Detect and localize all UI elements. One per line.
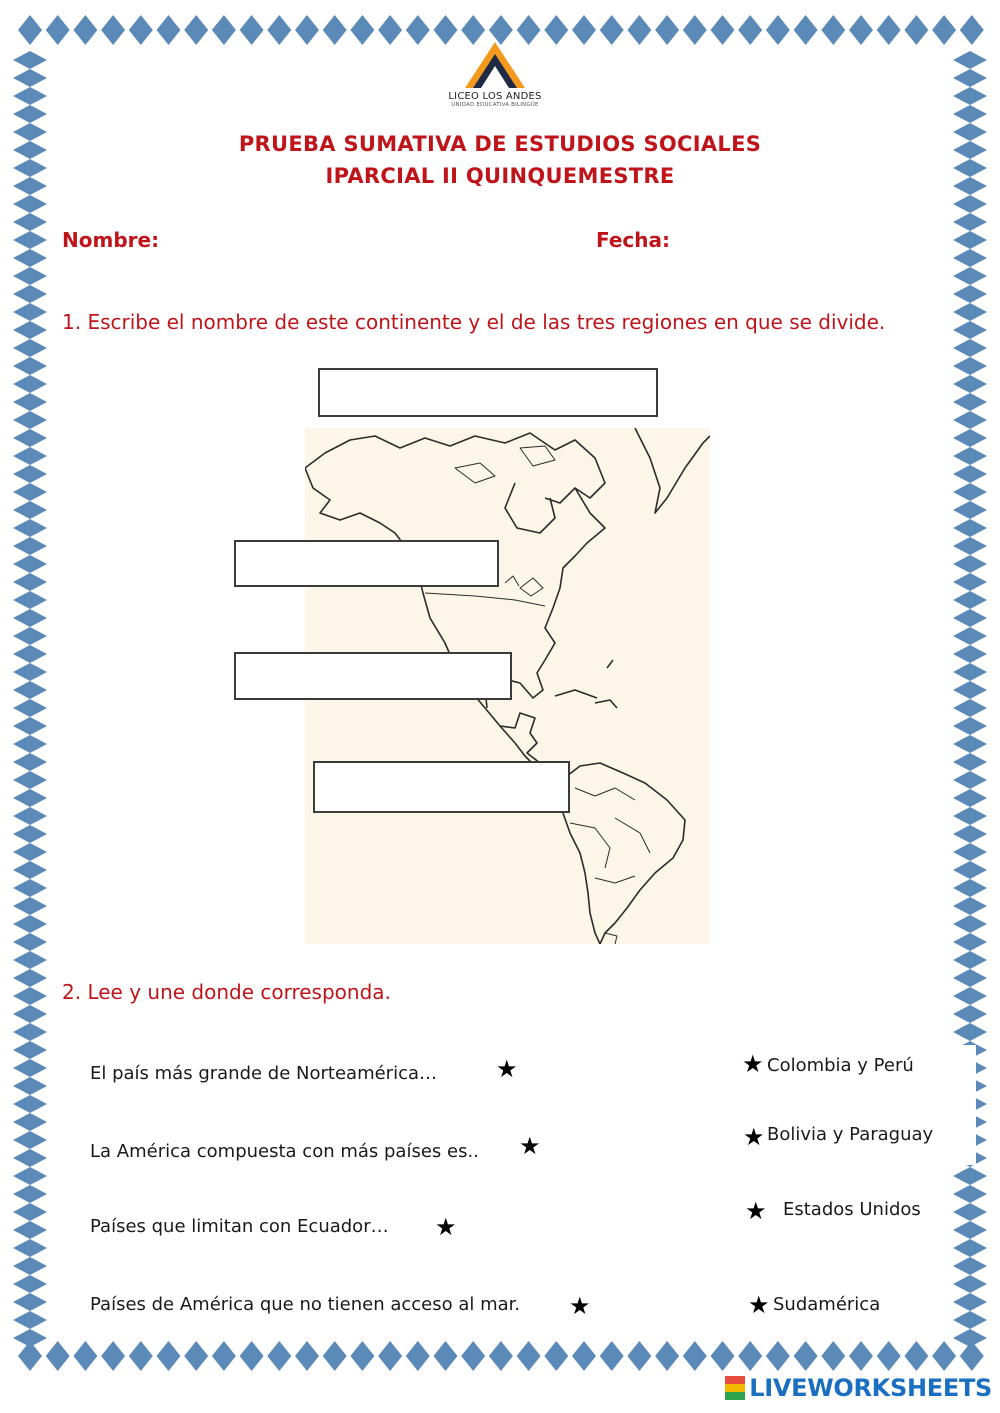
match-left-item-3: Países que limitan con Ecuador…	[90, 1216, 389, 1237]
border-diamond	[766, 1341, 790, 1371]
border-diamond	[953, 1239, 987, 1257]
border-diamond	[953, 879, 987, 897]
border-diamond	[13, 249, 47, 267]
border-diamond	[572, 15, 596, 45]
border-diamond	[766, 15, 790, 45]
border-diamond	[953, 717, 987, 735]
border-diamond	[13, 1257, 47, 1275]
border-diamond	[877, 1341, 901, 1371]
border-diamond	[13, 1293, 47, 1311]
border-diamond	[13, 339, 47, 357]
border-diamond	[13, 951, 47, 969]
border-diamond	[13, 483, 47, 501]
border-diamond	[13, 609, 47, 627]
border-diamond	[13, 105, 47, 123]
border-diamond	[953, 285, 987, 303]
border-diamond	[13, 861, 47, 879]
border-left	[0, 0, 54, 1384]
name-label: Nombre:	[62, 228, 160, 252]
border-diamond	[13, 1005, 47, 1023]
border-diamond	[184, 1341, 208, 1371]
border-diamond	[13, 843, 47, 861]
border-diamond	[953, 627, 987, 645]
border-diamond	[212, 1341, 236, 1371]
border-diamond	[572, 1341, 596, 1371]
border-diamond	[295, 15, 319, 45]
border-diamond	[13, 645, 47, 663]
border-diamond	[953, 195, 987, 213]
border-diamond	[953, 501, 987, 519]
page-title-line2: IPARCIAL II QUINQUEMESTRE	[325, 164, 675, 188]
border-diamond	[13, 1041, 47, 1059]
mountain-logo-icon	[463, 40, 527, 90]
border-diamond	[655, 15, 679, 45]
border-diamond	[627, 15, 651, 45]
border-diamond	[13, 375, 47, 393]
border-diamond	[953, 1293, 987, 1311]
match-left-star-1[interactable]: ★	[496, 1055, 518, 1083]
border-diamond	[953, 357, 987, 375]
border-diamond	[953, 519, 987, 537]
border-diamond	[953, 609, 987, 627]
border-diamond	[13, 735, 47, 753]
border-diamond	[600, 15, 624, 45]
border-diamond	[953, 1257, 987, 1275]
border-diamond	[711, 15, 735, 45]
border-diamond	[13, 789, 47, 807]
border-diamond	[157, 15, 181, 45]
border-diamond	[953, 951, 987, 969]
match-right-star-3[interactable]: ★	[745, 1197, 767, 1225]
question-2-text: 2. Lee y une donde corresponda.	[62, 980, 391, 1004]
match-left-star-2[interactable]: ★	[519, 1132, 541, 1160]
border-diamond	[184, 15, 208, 45]
border-diamond	[13, 429, 47, 447]
border-right	[946, 0, 1000, 1384]
border-diamond	[13, 267, 47, 285]
border-diamond	[953, 321, 987, 339]
border-diamond	[953, 213, 987, 231]
border-diamond	[953, 789, 987, 807]
border-diamond	[13, 987, 47, 1005]
border-diamond	[406, 15, 430, 45]
border-diamond	[13, 699, 47, 717]
border-diamond	[953, 303, 987, 321]
border-diamond	[953, 375, 987, 393]
border-diamond	[953, 735, 987, 753]
border-diamond	[323, 15, 347, 45]
border-diamond	[953, 915, 987, 933]
border-diamond	[13, 573, 47, 591]
continent-answer-box[interactable]	[318, 368, 658, 417]
border-diamond	[13, 663, 47, 681]
match-left-item-4: Países de América que no tienen acceso al mar.	[90, 1294, 521, 1315]
border-diamond	[738, 1341, 762, 1371]
border-diamond	[13, 1329, 47, 1347]
border-diamond	[953, 429, 987, 447]
border-diamond	[953, 987, 987, 1005]
border-diamond	[794, 1341, 818, 1371]
border-diamond	[953, 843, 987, 861]
border-diamond	[13, 555, 47, 573]
border-diamond	[240, 1341, 264, 1371]
border-diamond	[904, 15, 928, 45]
border-diamond	[13, 1131, 47, 1149]
border-diamond	[13, 807, 47, 825]
match-left-item-1: El país más grande de Norteamérica…	[90, 1063, 438, 1084]
border-diamond	[953, 537, 987, 555]
border-diamond	[953, 267, 987, 285]
match-right-star-4[interactable]: ★	[748, 1291, 770, 1319]
border-diamond	[600, 1341, 624, 1371]
border-diamond	[655, 1341, 679, 1371]
border-diamond	[627, 1341, 651, 1371]
border-diamond	[953, 249, 987, 267]
border-diamond	[517, 1341, 541, 1371]
border-diamond	[13, 1203, 47, 1221]
border-diamond	[461, 1341, 485, 1371]
border-diamond	[13, 1023, 47, 1041]
border-diamond	[13, 501, 47, 519]
border-diamond	[953, 1005, 987, 1023]
border-diamond	[953, 573, 987, 591]
border-diamond	[953, 591, 987, 609]
border-diamond	[378, 15, 402, 45]
border-diamond	[13, 87, 47, 105]
border-diamond	[13, 969, 47, 987]
border-diamond	[13, 411, 47, 429]
border-diamond	[13, 591, 47, 609]
border-diamond	[953, 1329, 987, 1347]
border-diamond	[953, 447, 987, 465]
border-diamond	[953, 1221, 987, 1239]
border-diamond	[953, 969, 987, 987]
border-diamond	[953, 933, 987, 951]
border-diamond	[953, 555, 987, 573]
border-diamond	[821, 15, 845, 45]
border-diamond	[13, 915, 47, 933]
border-diamond	[953, 753, 987, 771]
border-diamond	[953, 1167, 987, 1185]
border-diamond	[738, 15, 762, 45]
border-diamond	[953, 87, 987, 105]
border-diamond	[849, 1341, 873, 1371]
border-diamond	[953, 231, 987, 249]
border-diamond	[13, 357, 47, 375]
border-diamond	[13, 447, 47, 465]
question-1-text: 1. Escribe el nombre de este continente y el de las tres regiones en que se divide.	[62, 310, 886, 334]
border-diamond	[101, 15, 125, 45]
border-diamond	[13, 681, 47, 699]
border-diamond	[13, 195, 47, 213]
border-diamond	[406, 1341, 430, 1371]
border-diamond	[13, 1149, 47, 1167]
south-america-answer-box[interactable]	[313, 761, 570, 813]
match-right-item-3: Estados Unidos	[783, 1199, 921, 1220]
border-diamond	[13, 519, 47, 537]
border-diamond	[953, 69, 987, 87]
border-diamond	[821, 1341, 845, 1371]
border-diamond	[13, 51, 47, 69]
border-diamond	[13, 1275, 47, 1293]
border-diamond	[13, 1113, 47, 1131]
border-diamond	[953, 699, 987, 717]
border-diamond	[13, 879, 47, 897]
border-diamond	[13, 537, 47, 555]
border-diamond	[953, 393, 987, 411]
border-diamond	[849, 15, 873, 45]
border-diamond	[13, 213, 47, 231]
border-diamond	[240, 15, 264, 45]
border-diamond	[13, 1221, 47, 1239]
central-america-answer-box[interactable]	[234, 652, 512, 700]
border-diamond	[13, 627, 47, 645]
border-diamond	[953, 411, 987, 429]
school-subtitle: UNIDAD EDUCATIVA BILINGÜE	[451, 102, 539, 108]
match-right-item-1: Colombia y Perú	[767, 1055, 914, 1076]
date-label: Fecha:	[596, 228, 671, 252]
border-diamond	[953, 1203, 987, 1221]
border-diamond	[904, 1341, 928, 1371]
border-diamond	[13, 825, 47, 843]
border-diamond	[544, 1341, 568, 1371]
border-diamond	[13, 897, 47, 915]
border-diamond	[683, 1341, 707, 1371]
border-diamond	[350, 1341, 374, 1371]
border-diamond	[953, 681, 987, 699]
border-diamond	[157, 1341, 181, 1371]
border-diamond	[13, 69, 47, 87]
border-diamond	[953, 1185, 987, 1203]
border-diamond	[13, 1059, 47, 1077]
border-diamond	[877, 15, 901, 45]
border-diamond	[13, 321, 47, 339]
border-diamond	[267, 1341, 291, 1371]
border-diamond	[13, 1167, 47, 1185]
border-diamond	[73, 1341, 97, 1371]
border-diamond	[267, 15, 291, 45]
page-title-line1: PRUEBA SUMATIVA DE ESTUDIOS SOCIALES	[238, 132, 762, 156]
border-diamond	[13, 231, 47, 249]
border-diamond	[13, 933, 47, 951]
border-diamond	[13, 465, 47, 483]
match-left-item-2: La América compuesta con más países es..	[90, 1141, 479, 1162]
border-diamond	[953, 1311, 987, 1329]
border-diamond	[378, 1341, 402, 1371]
border-diamond	[953, 1023, 987, 1041]
border-diamond	[434, 1341, 458, 1371]
border-diamond	[953, 105, 987, 123]
border-diamond	[101, 1341, 125, 1371]
border-diamond	[953, 897, 987, 915]
match-right-star-1[interactable]: ★	[742, 1050, 764, 1078]
border-diamond	[13, 1239, 47, 1257]
border-diamond	[323, 1341, 347, 1371]
border-diamond	[794, 15, 818, 45]
school-name: LICEO LOS ANDES	[448, 91, 542, 102]
liveworksheets-brand: LIVEWORKSHEETS	[749, 1374, 992, 1402]
match-left-star-4[interactable]: ★	[569, 1292, 591, 1320]
border-diamond	[953, 645, 987, 663]
border-diamond	[711, 1341, 735, 1371]
border-diamond	[212, 15, 236, 45]
border-diamond	[953, 807, 987, 825]
match-right-item-4: Sudamérica	[773, 1294, 881, 1315]
border-diamond	[129, 1341, 153, 1371]
border-diamond	[13, 1185, 47, 1203]
border-diamond	[13, 753, 47, 771]
liveworksheets-logo	[725, 1373, 992, 1403]
border-diamond	[13, 771, 47, 789]
border-diamond	[13, 717, 47, 735]
border-diamond	[73, 15, 97, 45]
border-diamond	[953, 663, 987, 681]
border-diamond	[350, 15, 374, 45]
border-diamond	[13, 1077, 47, 1095]
border-diamond	[13, 1311, 47, 1329]
match-left-star-3[interactable]: ★	[435, 1213, 457, 1241]
border-diamond	[295, 1341, 319, 1371]
border-diamond	[953, 1275, 987, 1293]
liveworksheets-badge-icon	[725, 1376, 745, 1400]
border-diamond	[953, 339, 987, 357]
border-diamond	[953, 861, 987, 879]
north-america-answer-box[interactable]	[234, 540, 499, 587]
school-logo	[440, 40, 550, 120]
border-diamond	[953, 771, 987, 789]
border-diamond	[13, 285, 47, 303]
border-diamond	[953, 825, 987, 843]
border-diamond	[489, 1341, 513, 1371]
border-diamond	[13, 393, 47, 411]
border-diamond	[129, 15, 153, 45]
border-diamond	[683, 15, 707, 45]
border-diamond	[953, 483, 987, 501]
border-diamond	[13, 1095, 47, 1113]
match-right-star-2[interactable]: ★	[743, 1123, 765, 1151]
match-right-item-2: Bolivia y Paraguay	[767, 1124, 934, 1145]
border-diamond	[13, 303, 47, 321]
border-diamond	[953, 465, 987, 483]
border-diamond	[953, 51, 987, 69]
